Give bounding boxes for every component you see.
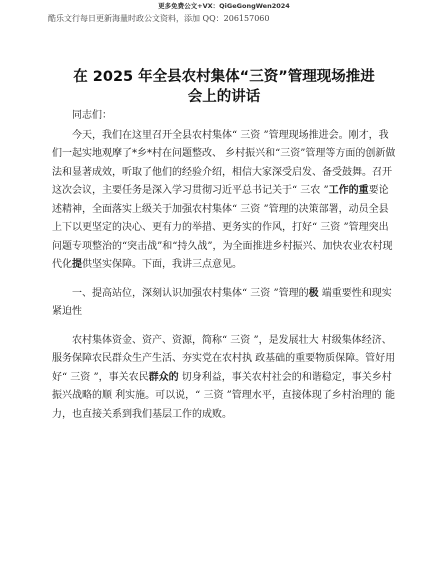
paragraph-intro-part-c: 供坚实保障。下面，我讲三点意见。 bbox=[82, 259, 242, 270]
header-tagline: 酷乐文行每日更新海量时政公文资料，添加 QQ：206157060 bbox=[48, 14, 270, 23]
paragraph-sanzi-part-a: 农村集体资金、资产、资源，简称“ 三资 ”，是发展壮大 村级集体经济、服务保障农民群众生产生活、夯实党在农村执 政基础的重要物质保障。管好用好“ 三资 ”，事关农民 bbox=[52, 334, 396, 383]
section-heading-1-part-a: 一、提高站位，深刻认识加强农村集体“ 三资 ”管理的 bbox=[72, 287, 309, 299]
section-heading-1-bold: 极 bbox=[308, 287, 319, 299]
paragraph-sanzi-bold: 群众的 bbox=[148, 371, 179, 383]
document-body bbox=[52, 107, 396, 424]
paragraph-sanzi bbox=[52, 332, 396, 425]
paragraph-sanzi-part-b: 切身利益，事关农村社会的和谐稳定，事关乡村振兴战略的顺 利实施。可以说，“ 三资 ”管理水平，直接体现了乡村治理的 能力，也直接关系到我们基层工作的成败。 bbox=[52, 371, 395, 420]
paragraph-intro-bold-2: 提 bbox=[72, 259, 82, 270]
salutation: 同志们： bbox=[72, 110, 112, 121]
title-line-2: 会上的讲话 bbox=[187, 89, 261, 105]
paragraph-intro-part-b: 要论述精神，全面落实上级关于加强农村集体“ 三资 ”管理的决策部署，动员全县上下以更坚定的决心、更有力的举措、更务实的作风，打好“ 三资 ”管理突出问题专项整治的“突击战”和“持久战”，为全面推进乡村振兴、加快农业农村现代化 bbox=[52, 185, 393, 270]
section-heading-1-part-b: 端重要性和现实紧迫性 bbox=[52, 287, 392, 317]
paragraph-intro-part-a: 今天，我们在这里召开全县农村集体“ 三资 ”管理现场推进会。刚才，我们一起实地观摩了*乡*村在问题整改、 乡村振兴和“三资”管理等方面的创新做法和显著成效，听取了他们的经验介绍，相信大家深受启发、备受鼓舞。召开这次会议，主要任务是深入学习贯彻习近平总书记关于“ 三农 ” bbox=[52, 129, 396, 196]
title-line-1: 在 2025 年全县农村集体“三资”管理现场推进 bbox=[73, 69, 375, 85]
document-title bbox=[52, 67, 396, 107]
section-heading-1 bbox=[52, 285, 396, 322]
paragraph-intro-bold-1: 工作的重 bbox=[328, 185, 369, 196]
paragraph-intro bbox=[52, 127, 396, 275]
top-banner: 更多免费公文+VX：QiGeGongWen2024 bbox=[158, 2, 290, 10]
